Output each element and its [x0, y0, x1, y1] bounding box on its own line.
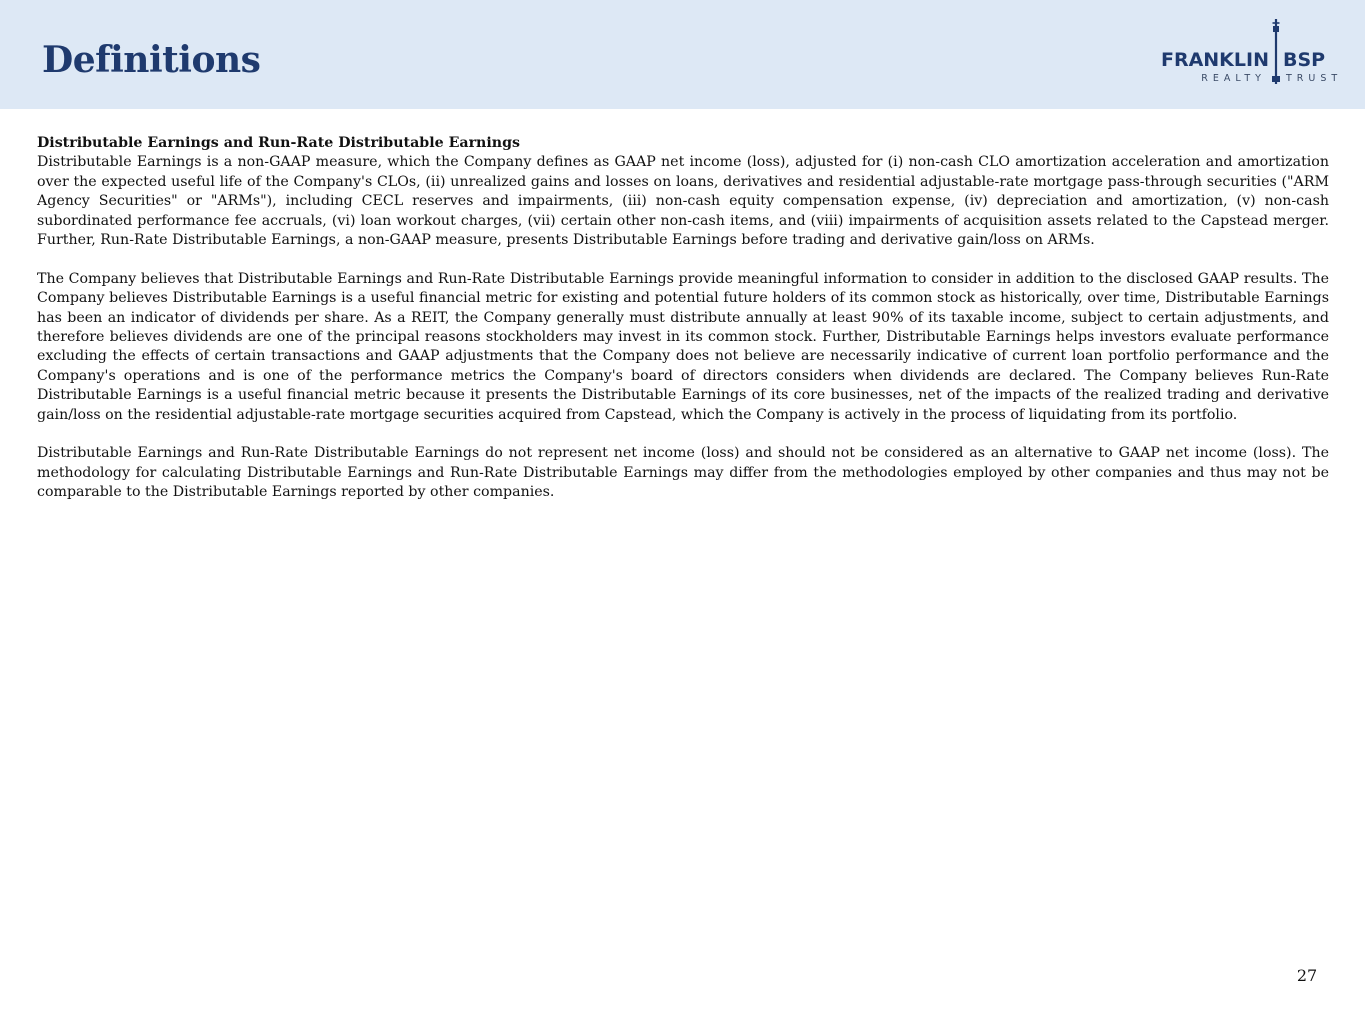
paragraph-definition: Distributable Earnings is a non-GAAP measure, which the Company defines as GAAP net income (loss), adjusted for (i) non-cash CLO amortization acceleration and amortization over the expected useful life of the Company's CLOs, (ii) unrealized gains and losses on loans, derivatives and residential adjustable-rate mortgage pass-through securities ("ARM Agency Securities" or "ARMs"), including CECL reserves and impairments, (iii) non-cash equity compensation expense, (iv) depreciation and amortization, (v) non-cash subordinated performance fee accruals, (vi) loan workout charges, (vii) certain other non-cash items, and (viii) impairments of acquisition assets related to the Capstead merger. Further, Run-Rate Distributable Earnings, a non-GAAP measure, presents Distributable Earnings before trading and derivative gain/loss on ARMs.: [37, 154, 1329, 249]
logo-name-right: BSP: [1283, 49, 1326, 71]
lamp-post-icon: [1272, 19, 1280, 84]
page-number: 27: [1296, 966, 1318, 985]
franklin-bsp-logo: [1128, 16, 1350, 88]
page-title: Definitions: [42, 39, 261, 81]
logo-sub-left: REALTY: [1201, 73, 1266, 84]
logo-sub-right: TRUST: [1286, 73, 1343, 84]
section-heading: Distributable Earnings and Run-Rate Distributable Earnings: [37, 135, 520, 151]
definitions-body: [37, 134, 1329, 522]
paragraph-disclaimer: Distributable Earnings and Run-Rate Distributable Earnings do not represent net income (loss) and should not be considered as an alternative to GAAP net income (loss). The methodology for calculating Distributable Earnings and Run-Rate Distributable Earnings may differ from the methodologies employed by other companies and thus may not be comparable to the Distributable Earnings reported by other companies.: [37, 445, 1329, 501]
paragraph-rationale: The Company believes that Distributable Earnings and Run-Rate Distributable Earnings provide meaningful information to consider in addition to the disclosed GAAP results. The Company believes Distributable Earnings is a useful financial metric for existing and potential future holders of its common stock as historically, over time, Distributable Earnings has been an indicator of dividends per share. As a REIT, the Company generally must distribute annually at least 90% of its taxable income, subject to certain adjustments, and therefore believes dividends are one of the principal reasons stockholders may invest in its common stock. Further, Distributable Earnings helps investors evaluate performance excluding the effects of certain transactions and GAAP adjustments that the Company does not believe are necessarily indicative of current loan portfolio performance and the Company's operations and is one of the performance metrics the Company's board of directors considers when dividends are declared. The Company believes Run-Rate Distributable Earnings is a useful financial metric because it presents the Distributable Earnings of its core businesses, net of the impacts of the realized trading and derivative gain/loss on the residential adjustable-rate mortgage securities acquired from Capstead, which the Company is actively in the process of liquidating from its portfolio.: [37, 270, 1329, 423]
logo-name-left: FRANKLIN: [1160, 49, 1269, 71]
